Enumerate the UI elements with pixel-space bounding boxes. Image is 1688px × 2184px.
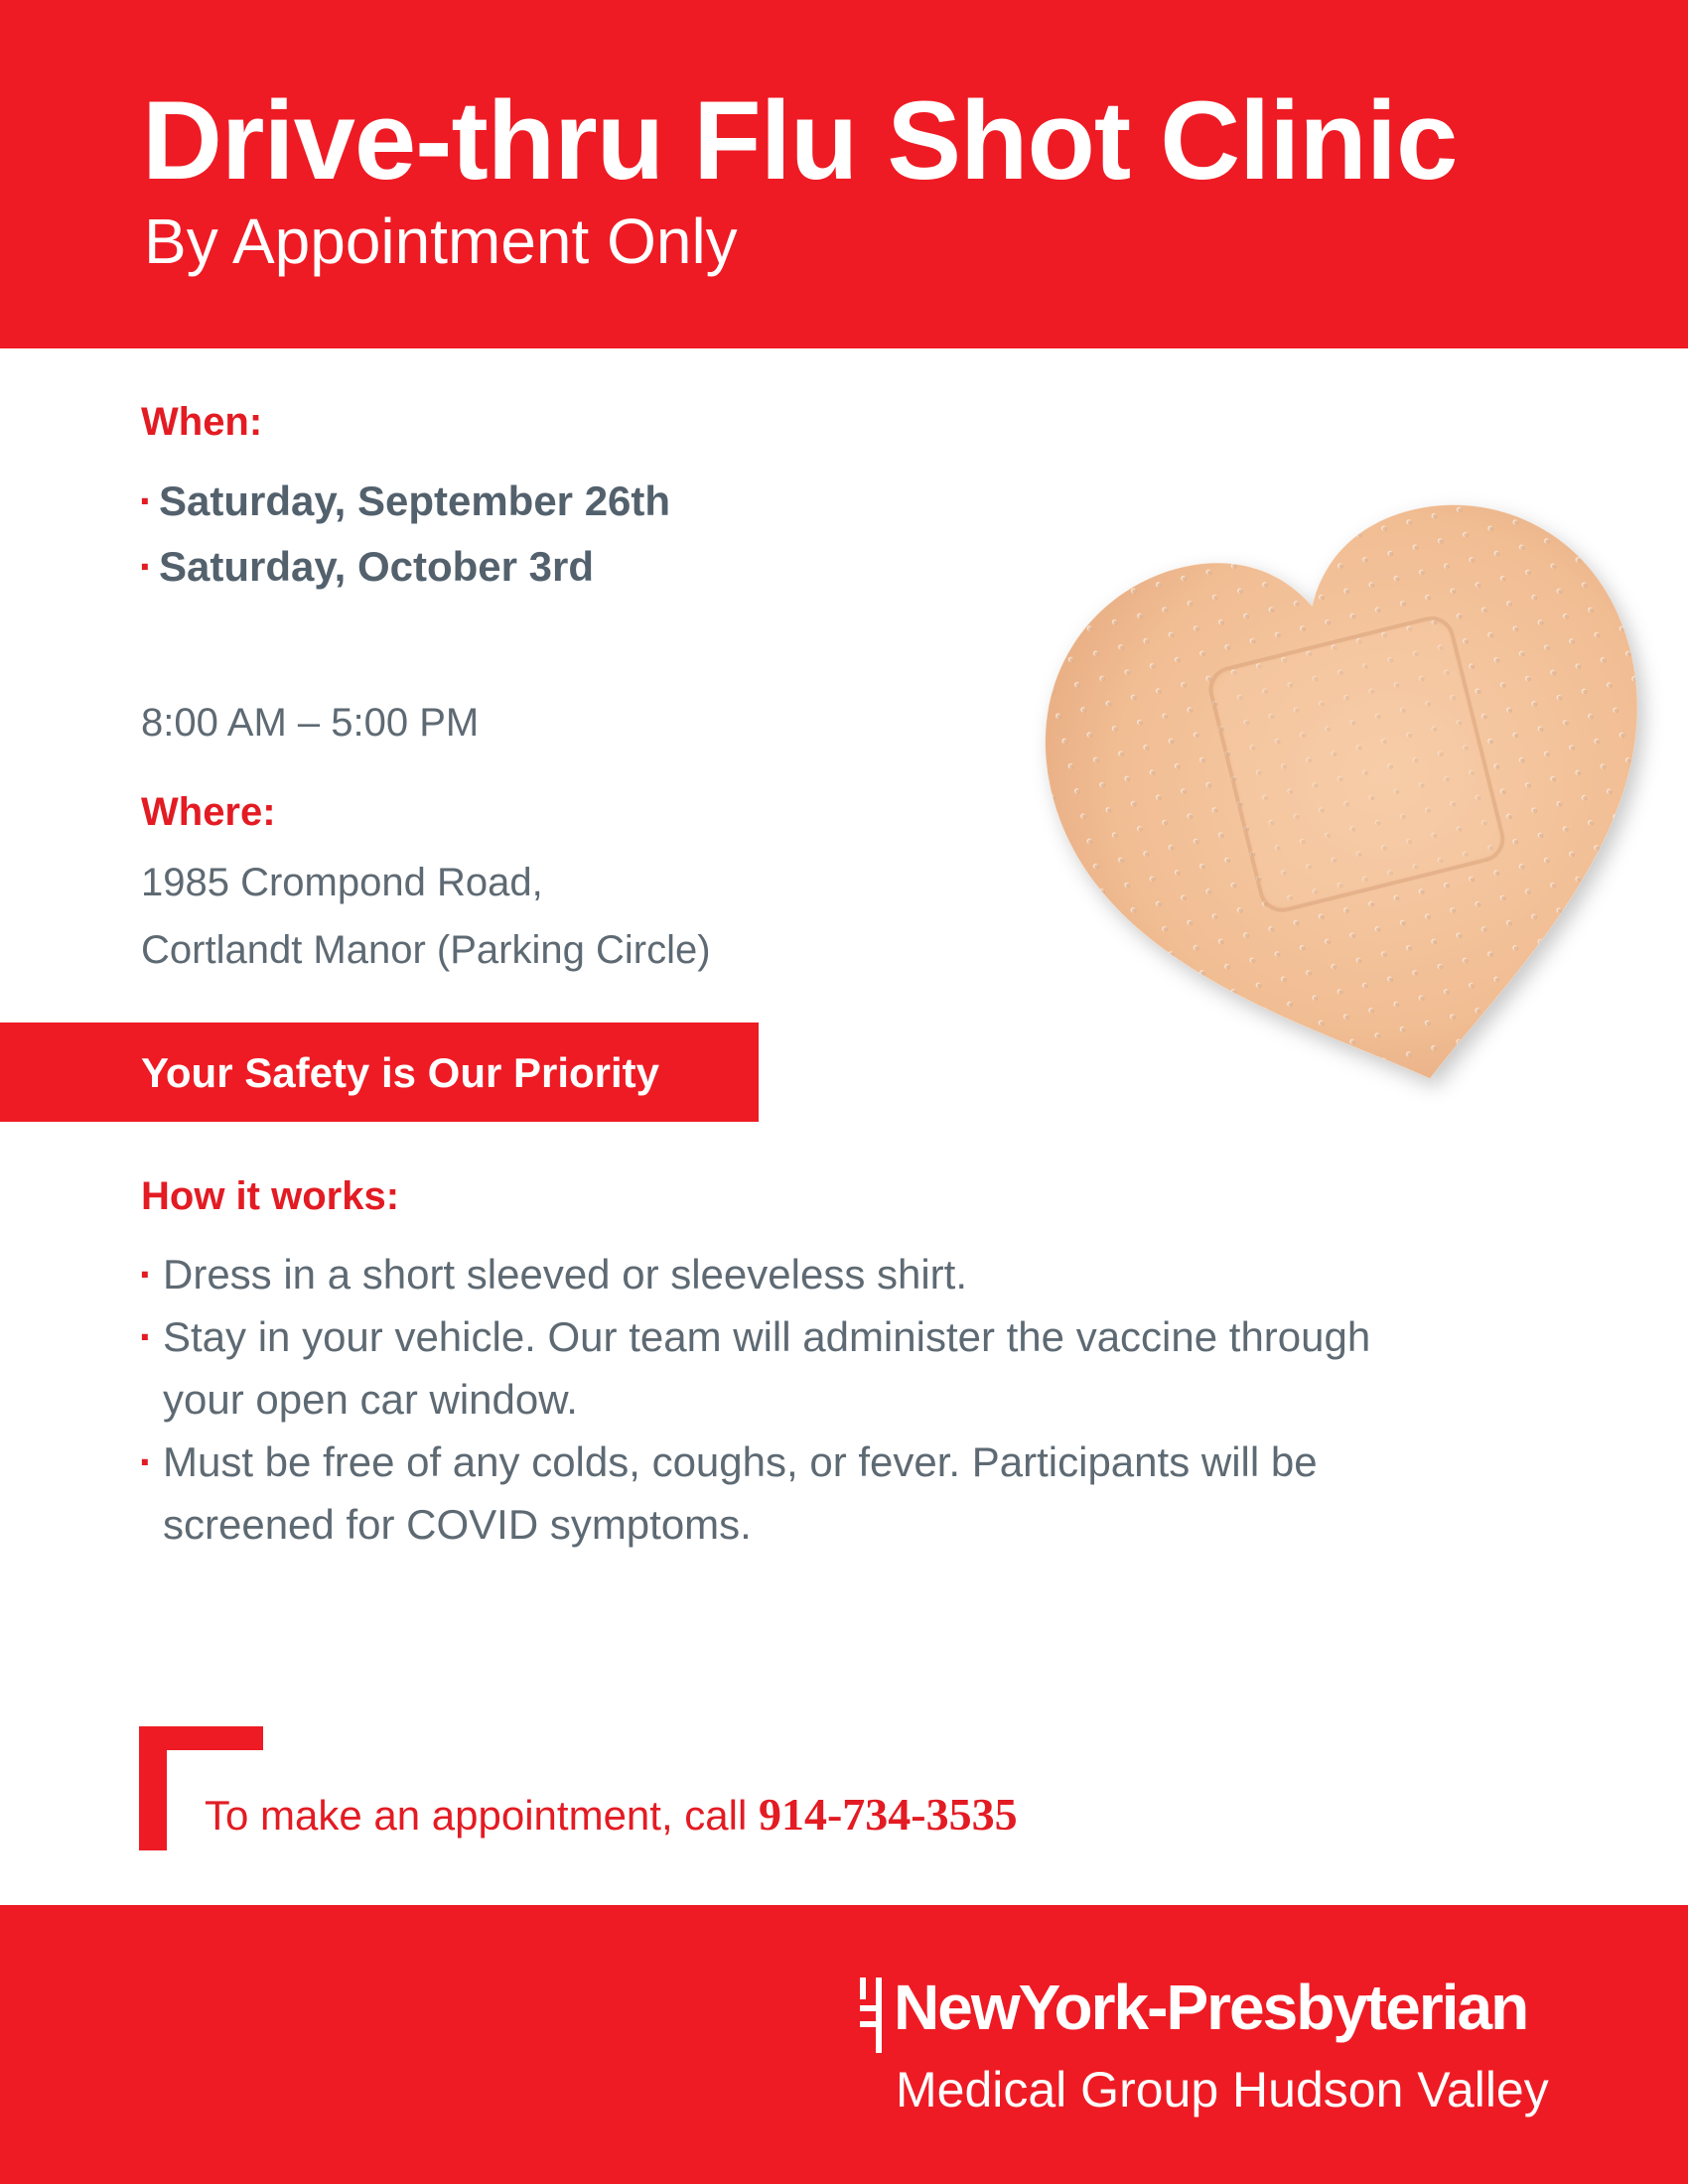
org-name: NewYork-Presbyterian xyxy=(894,1972,1528,2043)
safety-banner xyxy=(0,1023,759,1122)
bullet-icon: · xyxy=(139,1313,153,1360)
heart-bandage-icon xyxy=(1023,452,1688,1147)
how-it-works-list xyxy=(139,1243,1430,1556)
safety-banner-text: Your Safety is Our Priority xyxy=(141,1049,660,1096)
date-text: Saturday, October 3rd xyxy=(159,543,595,590)
appointment-cta xyxy=(205,1787,1018,1843)
date-list xyxy=(139,469,670,600)
org-subtitle: Medical Group Hudson Valley xyxy=(896,2062,1549,2117)
bullet-icon: · xyxy=(139,1251,153,1297)
list-item-text: Dress in a short sleeved or sleeveless shirt. xyxy=(163,1251,967,1297)
nyp-logo-icon xyxy=(854,1978,888,2053)
when-label: When: xyxy=(141,400,263,444)
date-item xyxy=(139,534,670,600)
page-subtitle: By Appointment Only xyxy=(144,205,738,277)
cta-text: To make an appointment, call xyxy=(205,1792,748,1839)
list-item xyxy=(139,1305,1430,1431)
list-item xyxy=(139,1431,1430,1556)
where-label: Where: xyxy=(141,790,276,834)
hours-text: 8:00 AM – 5:00 PM xyxy=(141,701,480,745)
date-text: Saturday, September 26th xyxy=(159,478,671,524)
bullet-icon: · xyxy=(139,543,153,590)
address-line-2: Cortlandt Manor (Parking Circle) xyxy=(141,928,711,972)
how-label: How it works: xyxy=(141,1174,400,1218)
bullet-icon: · xyxy=(139,478,153,524)
page-title: Drive-thru Flu Shot Clinic xyxy=(142,78,1458,203)
address-line-1: 1985 Crompond Road, xyxy=(141,861,543,904)
phone-number[interactable]: 914-734-3535 xyxy=(758,1789,1018,1840)
list-item xyxy=(139,1243,1430,1305)
footer-banner xyxy=(0,1905,1688,2184)
bullet-icon: · xyxy=(139,1438,153,1485)
date-item xyxy=(139,469,670,534)
header-banner xyxy=(0,0,1688,348)
list-item-text: Stay in your vehicle. Our team will administer the vaccine through your open car window. xyxy=(163,1313,1371,1423)
org-logo xyxy=(854,1968,1628,2156)
list-item-text: Must be free of any colds, coughs, or fever. Participants will be screened for COVID symptoms. xyxy=(163,1438,1318,1548)
